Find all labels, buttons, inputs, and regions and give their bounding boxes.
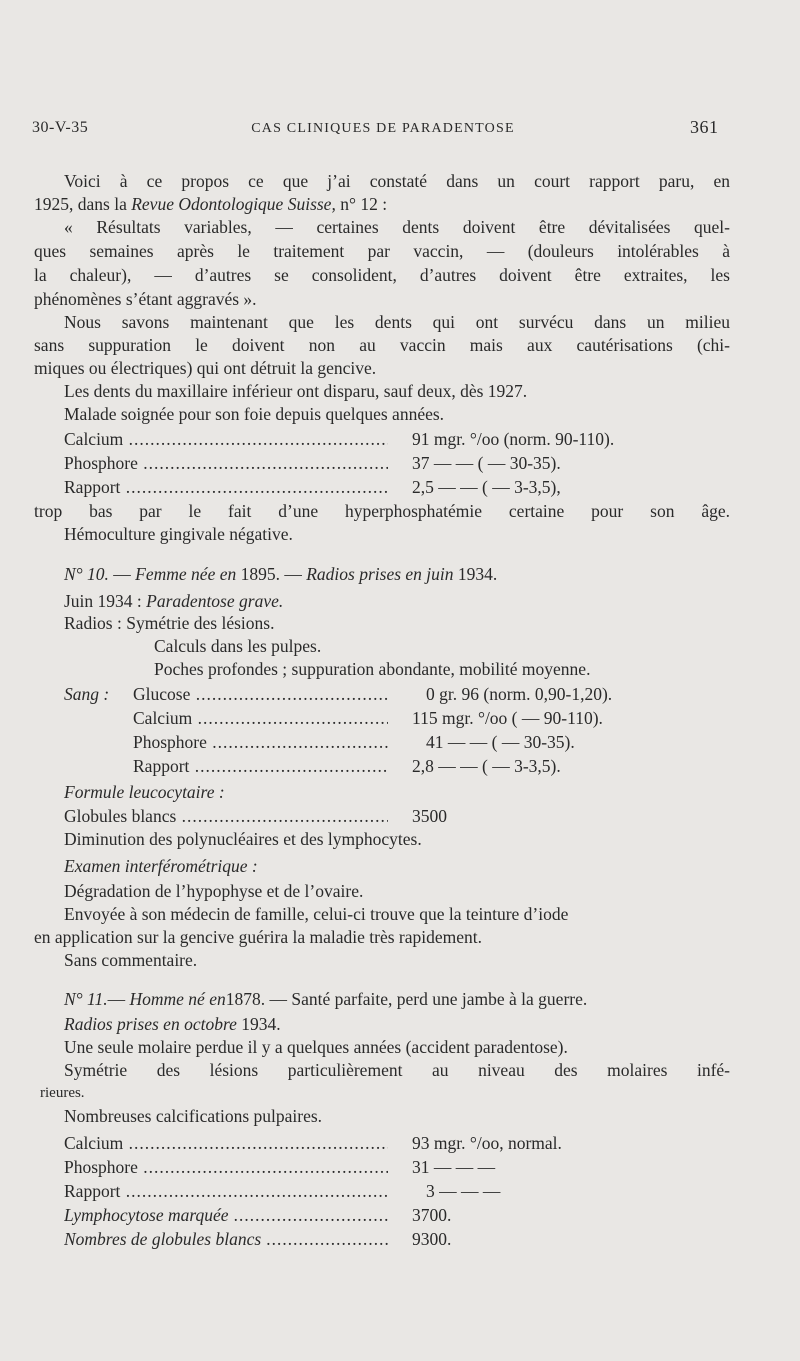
intro-line-2 — [34, 193, 700, 215]
sang-label — [64, 683, 109, 705]
case11-title: Homme né en — [129, 989, 226, 1009]
case10-ryear: 1934. — [457, 564, 498, 584]
t1-label-rapport: Rapport ..... — [64, 476, 388, 498]
t2-value-glucose: 0 gr. 96 (norm. 0,90-1,20). — [426, 684, 613, 704]
after1-line-2: Hémoculture gingivale négative. — [64, 524, 293, 544]
examen-line-4: Sans commentaire. — [64, 950, 198, 970]
intro-line-10: Les dents du maxillaire inférieur ont disparu, sauf deux, dès 1927. — [64, 381, 528, 401]
case11-year: 1878. — [225, 989, 266, 1009]
t3-value-calcium: 93 mgr. °/oo, normal. — [412, 1133, 562, 1153]
intro-line-11: Malade soignée pour son foie depuis quelques années. — [64, 404, 445, 424]
intro-line-8: sans suppuration le doivent non au vaccin mais aux cautérisations (chi- — [34, 335, 730, 355]
case11-heading — [64, 988, 730, 1010]
case11-rest: — Santé parfaite, perd une jambe à la guerre. — [269, 989, 588, 1009]
t2-label-rapport: Rapport ..... — [133, 755, 388, 777]
examen-line-1: Dégradation de l’hypophyse et de l’ovaire. — [64, 881, 364, 901]
case10-r1: Symétrie des lésions. — [126, 613, 275, 633]
t3-value-rapport: 3 — — — — [426, 1181, 501, 1201]
case10-dash2: — — [284, 564, 302, 584]
case11-dash: — — [107, 989, 126, 1009]
t4-value-globules: 9300. — [412, 1229, 452, 1249]
case11-ryear: 1934. — [241, 1014, 281, 1034]
t1-value-phosphore: 37 — — ( — 30-35). — [412, 453, 561, 473]
t1-value-rapport: 2,5 — — ( — 3-3,5), — [412, 477, 561, 497]
t2-value-phosphore: 41 — — ( — 30-35). — [426, 732, 575, 752]
case11-radios: Radios prises en octobre — [64, 1014, 237, 1034]
after1-line-1: trop bas par le fait d’une hyperphosphatémie certaine pour son âge. — [34, 501, 730, 521]
case10-num: N° 10. — [64, 564, 109, 584]
examen-line-2: Envoyée à son médecin de famille, celui-ci trouve que la teinture d’iode — [64, 904, 569, 924]
header-date: 30-V-35 — [32, 119, 89, 136]
case10-diag: Paradentose grave. — [146, 591, 284, 611]
t1-label-calcium: Calcium ..... — [64, 428, 388, 450]
t4-value-lymphocytose: 3700. — [412, 1205, 452, 1225]
t2-label-phosphore: Phosphore ..... — [133, 731, 388, 753]
formule-title-text: Formule leucocytaire : — [64, 782, 225, 802]
formule-title — [64, 781, 730, 803]
t3-label-phosphore: Phosphore ..... — [64, 1156, 388, 1178]
case11-num: N° 11. — [64, 989, 108, 1009]
formule-note: Diminution des polynucléaires et des lymphocytes. — [64, 829, 422, 849]
case10-heading — [64, 563, 730, 585]
intro-line-2b: n° 12 : — [340, 194, 388, 214]
case11-radios-line — [64, 1013, 730, 1035]
t2-value-calcium: 115 mgr. °/oo ( — 90-110). — [412, 708, 603, 728]
intro-line-9: miques ou électriques) qui ont détruit la gencive. — [34, 358, 377, 378]
case10-dash1: — — [113, 564, 131, 584]
case10-year: 1895. — [240, 564, 280, 584]
journal-title: Revue Odontologique Suisse, — [131, 194, 336, 214]
t2-value-rapport: 2,8 — — ( — 3-3,5). — [412, 756, 561, 776]
intro-line-2a: 1925, dans la — [34, 194, 127, 214]
case10-radios-label: Radios : — [64, 613, 122, 633]
t4-label-globules: Nombres de globules blancs ..... — [64, 1228, 388, 1250]
t4-label-lymphocytose: Lymphocytose marquée ..... — [64, 1204, 388, 1226]
case10-radios: Radios prises en juin — [306, 564, 454, 584]
intro-line-5: la chaleur), — d’autres se consolident, d’autres doivent être extraites, les — [34, 265, 730, 285]
case10-r2: Calculs dans les pulpes. — [154, 636, 322, 656]
examen-title — [64, 855, 730, 877]
formule-label: Globules blancs ..... — [64, 805, 388, 827]
t3-label-rapport: Rapport ..... — [64, 1180, 388, 1202]
case11-line-4: Symétrie des lésions particulièrement au niveau des molaires infé- — [64, 1060, 730, 1080]
running-title: CAS CLINIQUES DE PARADENTOSE — [251, 121, 515, 136]
case10-diag-line — [64, 590, 730, 612]
t3-label-calcium: Calcium ..... — [64, 1132, 388, 1154]
t2-label-calcium: Calcium ..... — [133, 707, 388, 729]
t1-value-calcium: 91 mgr. °/oo (norm. 90-110). — [412, 429, 615, 449]
case11-line-6: Nombreuses calcifications pulpaires. — [64, 1106, 323, 1126]
examen-title-text: Examen interférométrique : — [64, 856, 258, 876]
page-number: 361 — [690, 117, 719, 137]
intro-line-6: phénomènes s’étant aggravés ». — [34, 289, 257, 309]
formule-value: 3500 — [412, 806, 447, 826]
case11-line-5: rieures. — [40, 1085, 85, 1101]
intro-line-3: « Résultats variables, — certaines dents doivent être dévitalisées quel- — [64, 217, 730, 237]
intro-line-1: Voici à ce propos ce que j’ai constaté dans un court rapport paru, en — [64, 171, 730, 191]
t1-label-phosphore: Phosphore ..... — [64, 452, 388, 474]
t3-value-phosphore: 31 — — — — [412, 1157, 496, 1177]
case11-line-3: Une seule molaire perdue il y a quelques années (accident paradentose). — [64, 1037, 568, 1057]
case10-title: Femme née en — [135, 564, 237, 584]
sang-text: Sang : — [64, 684, 110, 704]
t2-label-glucose: Glucose ..... — [133, 683, 388, 705]
intro-line-4: ques semaines après le traitement par vaccin, — (douleurs intolérables à — [34, 241, 730, 261]
case10-r3: Poches profondes ; suppuration abondante, mobilité moyenne. — [154, 659, 591, 679]
case10-juin: Juin 1934 : — [64, 591, 142, 611]
examen-line-3: en application sur la gencive guérira la maladie très rapidement. — [34, 927, 483, 947]
case10-radios-line — [64, 612, 730, 634]
intro-line-7: Nous savons maintenant que les dents qui ont survécu dans un milieu — [64, 312, 730, 332]
